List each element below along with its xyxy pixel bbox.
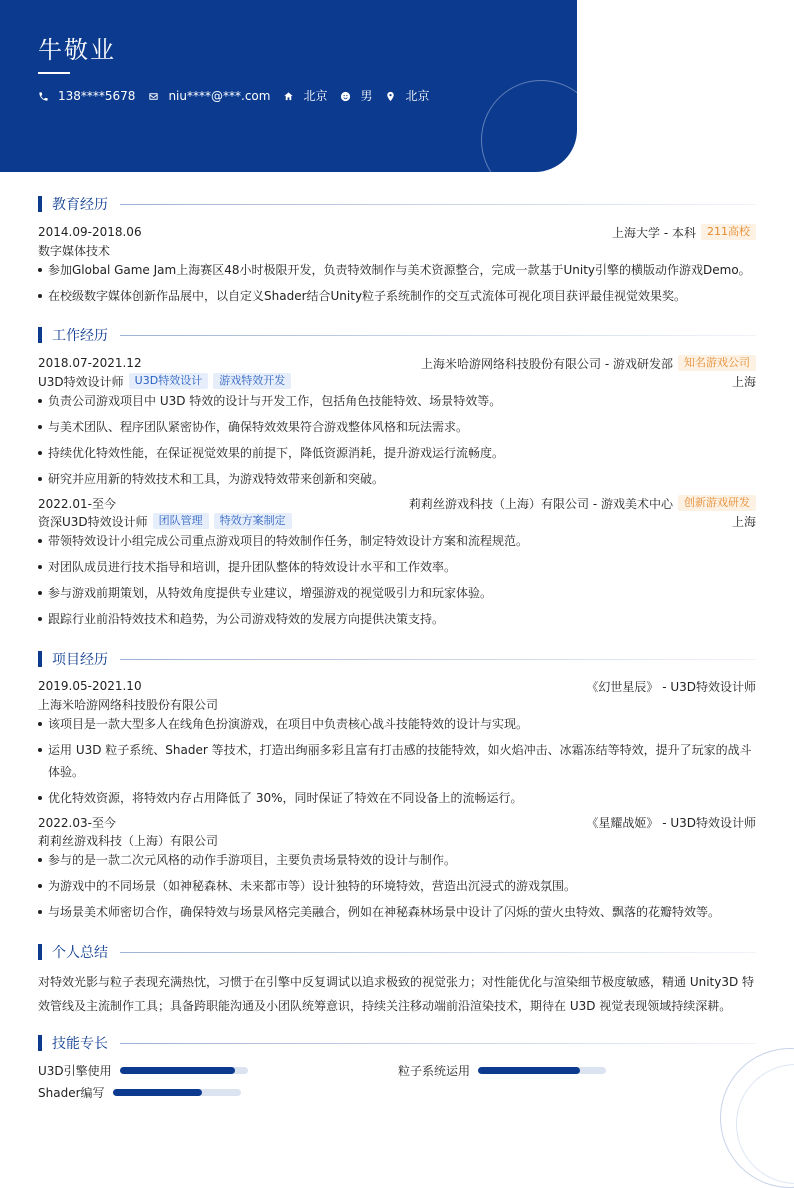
project-2-header-row bbox=[38, 813, 756, 831]
section-divider bbox=[120, 1043, 756, 1044]
project-name-role: 《幻世星辰》 - U3D特效设计师 bbox=[586, 679, 756, 694]
list-item: 研究并应用新的特效技术和工具，为游戏特效带来创新和突破。 bbox=[38, 468, 756, 490]
section-title-skills: 技能专长 bbox=[52, 1036, 108, 1052]
phone-text: 138****5678 bbox=[58, 89, 136, 103]
section-divider bbox=[120, 659, 756, 660]
education-major-row bbox=[38, 241, 756, 259]
project-date: 2019.05-2021.10 bbox=[38, 679, 142, 693]
candidate-name: 牛敬业 bbox=[38, 36, 116, 64]
skill-track bbox=[120, 1067, 248, 1074]
header-decoration-circle bbox=[481, 80, 577, 172]
education-header-row bbox=[38, 223, 756, 241]
location-icon bbox=[385, 91, 396, 102]
contact-home bbox=[283, 88, 327, 104]
skill-tag: U3D特效设计 bbox=[129, 373, 209, 389]
list-item: 负责公司游戏项目中 U3D 特效的设计与开发工作，包括角色技能特效、场景特效等。 bbox=[38, 390, 756, 412]
section-divider bbox=[120, 952, 756, 953]
education-major: 数字媒体技术 bbox=[38, 243, 111, 258]
section-title-projects: 项目经历 bbox=[52, 652, 108, 668]
list-item: 跟踪行业前沿特效技术和趋势，为公司游戏特效的发展方向提供决策支持。 bbox=[38, 608, 756, 630]
section-title-work: 工作经历 bbox=[52, 328, 108, 344]
list-item: 该项目是一款大型多人在线角色扮演游戏，在项目中负责核心战斗技能特效的设计与实现。 bbox=[38, 713, 756, 735]
list-item: 参与游戏前期策划，从特效角度提供专业建议，增强游戏的视觉吸引力和玩家体验。 bbox=[38, 582, 756, 604]
project-2-company-row bbox=[38, 831, 756, 849]
skill-name: 粒子系统运用 bbox=[398, 1064, 471, 1078]
mail-icon bbox=[148, 91, 159, 102]
section-summary bbox=[38, 943, 756, 961]
work-city: 上海 bbox=[731, 514, 756, 529]
education-bullets bbox=[38, 259, 756, 311]
list-item: 运用 U3D 粒子系统、Shader 等技术，打造出绚丽多彩且富有打击感的技能特效，如火焰冲击、冰霜冻结等特效，提升了玩家的战斗体验。 bbox=[38, 739, 756, 783]
section-bar bbox=[38, 327, 42, 343]
skill-level-bar bbox=[120, 1067, 235, 1074]
phone-icon bbox=[38, 91, 49, 102]
list-item: 对团队成员进行技术指导和培训，提升团队整体的特效设计水平和工作效率。 bbox=[38, 556, 756, 578]
list-item: 持续优化特效性能，在保证视觉效果的前提下，降低资源消耗，提升游戏运行流畅度。 bbox=[38, 442, 756, 464]
section-work bbox=[38, 326, 756, 344]
contact-location bbox=[385, 88, 429, 104]
home-text: 北京 bbox=[303, 89, 328, 103]
skill-level-bar bbox=[478, 1067, 580, 1074]
work-company: 上海米哈游网络科技股份有限公司 - 游戏研发部 bbox=[421, 356, 673, 371]
section-bar bbox=[38, 1035, 42, 1051]
company-tag: 知名游戏公司 bbox=[678, 355, 756, 371]
section-projects bbox=[38, 650, 756, 668]
summary-text: 对特效光影与粒子表现充满热忱，习惯于在引擎中反复调试以追求极致的视觉张力；对性能优化与渲染细节极度敏感，精通 Unity3D 特效管线及主流制作工具；具备跨职能沟通及小团队统筹意识，持续关注移动端前沿渲染技术，期待在 U3D 视觉表现领域持续深耕。 bbox=[38, 975, 755, 1013]
skill-tag: 团队管理 bbox=[153, 513, 209, 529]
work-1-bullets bbox=[38, 390, 756, 494]
project-1-header-row bbox=[38, 677, 756, 695]
company-tag: 创新游戏研发 bbox=[678, 495, 756, 511]
work-date: 2018.07-2021.12 bbox=[38, 356, 142, 370]
skill-tag: 特效方案制定 bbox=[214, 513, 292, 529]
contact-phone bbox=[38, 88, 135, 104]
work-1-title-row bbox=[38, 372, 756, 390]
section-bar bbox=[38, 651, 42, 667]
work-date: 2022.01-至今 bbox=[38, 496, 116, 511]
project-1-company-row bbox=[38, 695, 756, 713]
section-skills bbox=[38, 1034, 756, 1052]
list-item: 参与的是一款二次元风格的动作手游项目，主要负责场景特效的设计与制作。 bbox=[38, 849, 756, 871]
project-name-role: 《星耀战姬》 - U3D特效设计师 bbox=[586, 815, 756, 830]
school-tag: 211高校 bbox=[701, 224, 756, 240]
section-education bbox=[38, 195, 756, 213]
education-school: 上海大学 - 本科 bbox=[612, 225, 696, 240]
skill-level-bar bbox=[113, 1089, 203, 1096]
work-title: 资深U3D特效设计师 bbox=[38, 514, 148, 529]
list-item: 与场景美术师密切合作，确保特效与场景风格完美融合，例如在神秘森林场景中设计了闪烁的萤火虫特效、飘落的花瓣特效等。 bbox=[38, 901, 756, 923]
project-1-bullets bbox=[38, 713, 756, 813]
contact-email bbox=[148, 88, 270, 104]
project-company: 上海米哈游网络科技股份有限公司 bbox=[38, 697, 219, 712]
education-date: 2014.09-2018.06 bbox=[38, 225, 142, 239]
project-date: 2022.03-至今 bbox=[38, 815, 116, 830]
list-item: 参加Global Game Jam上海赛区48小时极限开发，负责特效制作与美术资源整合，完成一款基于Unity引擎的横版动作游戏Demo。 bbox=[38, 259, 756, 281]
person-icon bbox=[340, 91, 351, 102]
list-item: 优化特效资源，将特效内存占用降低了 30%，同时保证了特效在不同设备上的流畅运行。 bbox=[38, 787, 756, 809]
skill-item bbox=[38, 1062, 248, 1079]
project-2-bullets bbox=[38, 849, 756, 927]
skill-track bbox=[113, 1089, 241, 1096]
skill-track bbox=[478, 1067, 606, 1074]
section-bar bbox=[38, 196, 42, 212]
work-1-header-row bbox=[38, 354, 756, 372]
contact-gender bbox=[340, 88, 372, 104]
email-text: niu****@***.com bbox=[168, 89, 271, 103]
skill-tag: 游戏特效开发 bbox=[213, 373, 291, 389]
list-item: 在校级数字媒体创新作品展中，以自定义Shader结合Unity粒子系统制作的交互式流体可视化项目获评最佳视觉效果奖。 bbox=[38, 285, 756, 307]
work-2-header-row bbox=[38, 494, 756, 512]
skill-name: Shader编写 bbox=[38, 1086, 105, 1100]
section-divider bbox=[120, 204, 756, 205]
list-item: 与美术团队、程序团队紧密协作，确保特效效果符合游戏整体风格和玩法需求。 bbox=[38, 416, 756, 438]
section-title-summary: 个人总结 bbox=[52, 945, 108, 961]
work-2-title-row bbox=[38, 512, 756, 530]
list-item: 为游戏中的不同场景（如神秘森林、未来都市等）设计独特的环境特效，营造出沉浸式的游戏氛围。 bbox=[38, 875, 756, 897]
section-bar bbox=[38, 944, 42, 960]
project-company: 莉莉丝游戏科技（上海）有限公司 bbox=[38, 833, 219, 848]
section-divider bbox=[120, 335, 756, 336]
work-title: U3D特效设计师 bbox=[38, 374, 124, 389]
work-2-bullets bbox=[38, 530, 756, 634]
work-company: 莉莉丝游戏科技（上海）有限公司 - 游戏美术中心 bbox=[409, 496, 673, 511]
skill-item bbox=[398, 1062, 606, 1079]
skill-item bbox=[38, 1084, 241, 1101]
name-underline bbox=[38, 72, 70, 74]
home-icon bbox=[283, 91, 294, 102]
work-city: 上海 bbox=[731, 374, 756, 389]
section-title-education: 教育经历 bbox=[52, 197, 108, 213]
contact-info bbox=[38, 88, 443, 104]
gender-text: 男 bbox=[360, 89, 373, 103]
header-banner bbox=[0, 0, 577, 172]
location-text: 北京 bbox=[405, 89, 430, 103]
list-item: 带领特效设计小组完成公司重点游戏项目的特效制作任务，制定特效设计方案和流程规范。 bbox=[38, 530, 756, 552]
skill-name: U3D引擎使用 bbox=[38, 1064, 112, 1078]
